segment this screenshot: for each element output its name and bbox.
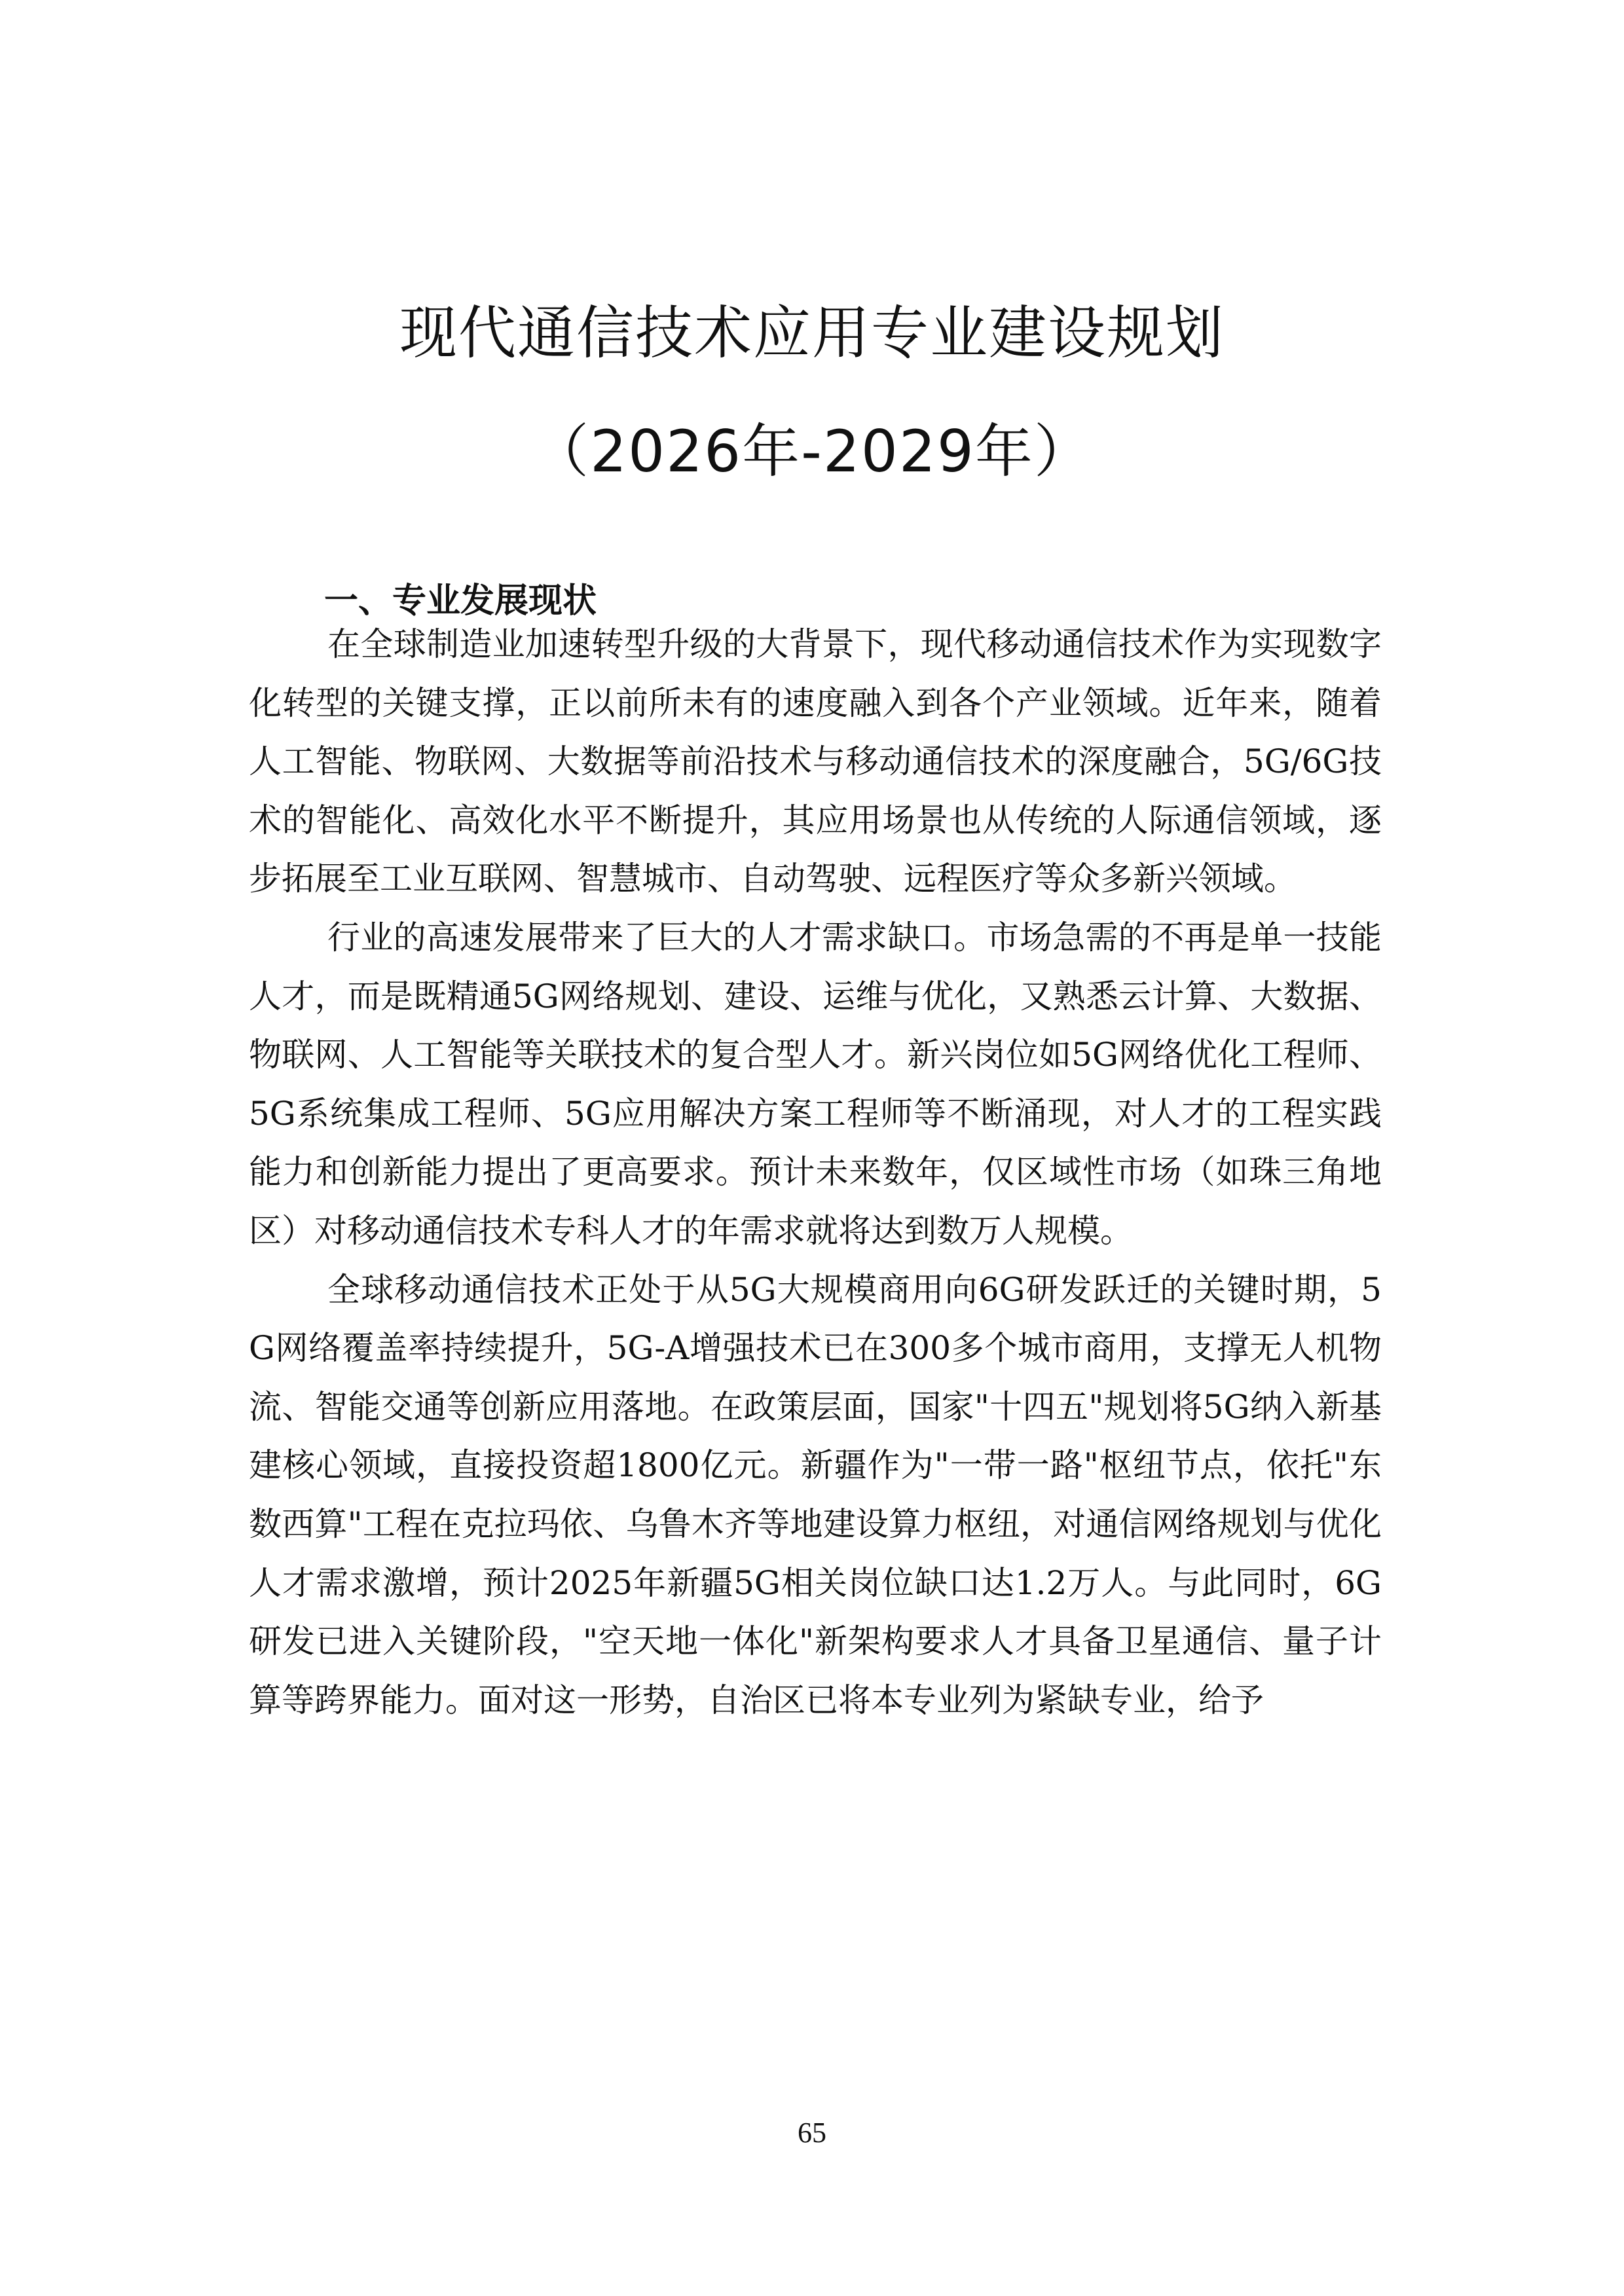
document-date-range: （2026年-2029年） [531,418,1093,485]
page-number: 65 [798,2117,826,2149]
paragraph-talent-demand: 行业的高速发展带来了巨大的人才需求缺口。市场急需的不再是单一技能人才，而是既精通5G网络规划、建设、运维与优化，又熟悉云计算、大数据、物联网、人工智能等关联技术的复合型人才。新兴岗位如5G网络优化工程师、5G系统集成工程师、5G应用解决方案工程师等不断涌现，对人才的工程实践能力和创新能力提出了更高要求。预计未来数年，仅区域性市场（如珠三角地区）对移动通信技术专科人才的年需求就将达到数万人规模。 [249,918,1382,1250]
section-heading: 一、专业发展现状 [324,581,597,621]
body-content [249,615,1382,1730]
document-title: 现代通信技术应用专业建设规划 [399,299,1225,367]
paragraph-industry-background: 在全球制造业加速转型升级的大背景下，现代移动通信技术作为实现数字化转型的关键支撑，正以前所未有的速度融入到各个产业领域。近年来，随着人工智能、物联网、大数据等前沿技术与移动通信技术的深度融合，5G/6G技术的智能化、高效化水平不断提升，其应用场景也从传统的人际通信领域，逐步拓展至工业互联网、智慧城市、自动驾驶、远程医疗等众多新兴领域。 [249,625,1382,898]
paragraph-policy-and-regional-demand: 全球移动通信技术正处于从5G大规模商用向6G研发跃迁的关键时期，5G网络覆盖率持续提升，5G-A增强技术已在300多个城市商用，支撑无人机物流、智能交通等创新应用落地。在政策层面，国家"十四五"规划将5G纳入新基建核心领域，直接投资超1800亿元。新疆作为"一带一路"枢纽节点，依托"东数西算"工程在克拉玛依、乌鲁木齐等地建设算力枢纽，对通信网络规划与优化人才需求激增，预计2025年新疆5G相关岗位缺口达1.2万人。与此同时，6G研发已进入关键阶段，"空天地一体化"新架构要求人才具备卫星通信、量子计算等跨界能力。面对这一形势，自治区已将本专业列为紧缺专业，给予 [249,1270,1382,1719]
